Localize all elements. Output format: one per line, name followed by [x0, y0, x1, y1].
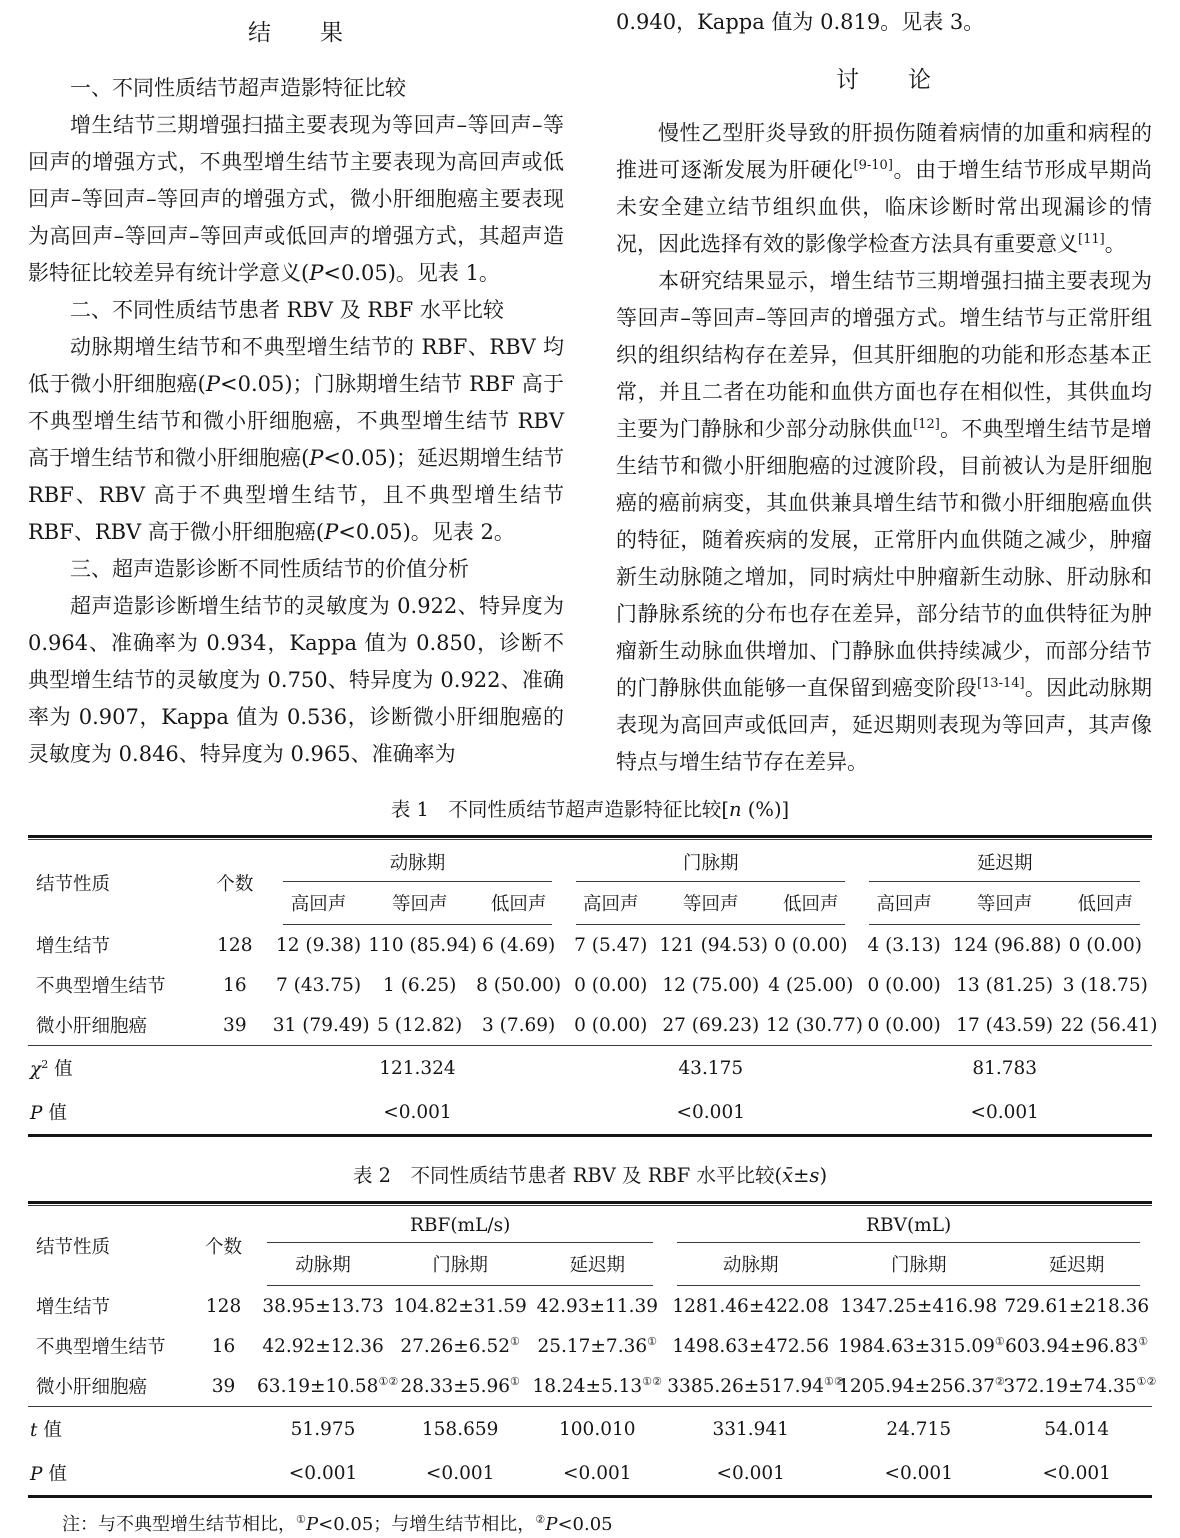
table2-subheader: 延迟期 — [529, 1243, 665, 1286]
cell: 39 — [223, 1014, 247, 1036]
cell: 16 — [211, 1335, 236, 1357]
cell: 43.175 — [564, 1046, 857, 1091]
cell: 100.010 — [529, 1407, 665, 1452]
table1-caption: 表 1 不同性质结节超声造影特征比较[n (%)] — [390, 798, 790, 821]
table1-subheader: 低回声 — [764, 882, 857, 925]
cell: 121.324 — [271, 1046, 564, 1091]
cell: 372.19±74.35①② — [1003, 1374, 1157, 1397]
table1-chi-square-row — [28, 1046, 1152, 1091]
table1-row-atypical — [28, 965, 1152, 1005]
results-subheading-3: 三、超声造影诊断不同性质结节的价值分析 — [70, 557, 469, 581]
table1-subheader: 等回声 — [366, 882, 473, 925]
cell: 3 (7.69) — [481, 1014, 556, 1036]
cell: 42.92±12.36 — [262, 1335, 384, 1357]
cell: 1281.46±422.08 — [672, 1295, 830, 1317]
table1-block — [28, 797, 1158, 1137]
cell: 158.659 — [391, 1407, 529, 1452]
cell: 1 (6.25) — [383, 974, 457, 996]
cell: 1205.94±256.37② — [838, 1374, 1005, 1397]
cell: 0 (0.00) — [574, 1014, 648, 1036]
table2-row-atypical — [28, 1326, 1152, 1366]
table2-group-rbf: RBF(mL/s) — [255, 1206, 665, 1243]
table1-header-nodule: 结节性质 — [36, 873, 111, 895]
cell: 5 (12.82) — [377, 1014, 463, 1036]
row-label: t 值 — [28, 1407, 255, 1452]
cell: 31 (79.49) — [272, 1014, 370, 1036]
discussion-paragraph-2: 本研究结果显示，增生结节三期增强扫描主要表现为等回声–等回声–等回声的增强方式。增生结节与正常肝组织的组织结构存在差异，但其肝细胞的功能和形态基本正常，并且二者在功能和血供方面也存在相似性，其供血均主要为门静脉和少部分动脉供血[12]。不典型增生结节是增生结节和微小肝细胞癌的过渡阶段，目前被认为是肝细胞癌的癌前病变，其血供兼具增生结节和微小肝细胞癌血供的特征，随着疾病的发展，正常肝内血供随之减少，肿瘤新生动脉随之增加，同时病灶中肿瘤新生动脉、肝动脉和门静脉系统的分布也存在差异，部分结节的血供特征为肿瘤新生动脉血供增加、门静脉血供持续减少，而部分结节的门静脉供血能够一直保留到癌变阶段[13-14]。因此动脉期表现为高回声或低回声，延迟期则表现为等回声，其声像特点与增生结节存在差异。 — [616, 269, 1153, 774]
cell: 12 (9.38) — [276, 934, 362, 956]
table2-subheader: 动脉期 — [255, 1243, 391, 1286]
table1-header-count: 个数 — [216, 873, 254, 895]
row-label: P 值 — [30, 1103, 67, 1124]
cell: 25.17±7.36① — [537, 1334, 658, 1357]
cell: 0 (0.00) — [1068, 934, 1142, 956]
cell: 128 — [217, 934, 253, 956]
table2-subheader: 动脉期 — [665, 1243, 836, 1286]
table1-group-delayed: 延迟期 — [857, 840, 1152, 882]
cell: 1498.63±472.56 — [672, 1335, 830, 1357]
table2-group-header-row — [28, 1206, 1152, 1243]
table1-subheader: 低回声 — [1059, 882, 1152, 925]
table2-t-value-row — [28, 1407, 1152, 1452]
cell: 24.715 — [836, 1407, 1001, 1452]
cell: <0.001 — [563, 1462, 632, 1484]
results-subheading-2: 二、不同性质结节患者 RBV 及 RBF 水平比较 — [70, 298, 504, 322]
results-paragraph-3: 超声造影诊断增生结节的灵敏度为 0.922、特异度为 0.964、准确率为 0.934，Kappa 值为 0.850，诊断不典型增生结节的灵敏度为 0.750、特异度为 0.922、准确率为 0.907，Kappa 值为 0.536，诊断微小肝细胞癌的灵敏度为 0.846、特异度为 0.965、准确率为 — [28, 594, 564, 766]
cell: 27 (69.23) — [662, 1014, 760, 1036]
cell: 729.61±218.36 — [1004, 1295, 1150, 1317]
cell: 128 — [205, 1295, 242, 1317]
cell: <0.001 — [425, 1462, 495, 1484]
table1-group-portal: 门脉期 — [564, 840, 857, 882]
row-label: 不典型增生结节 — [36, 1337, 166, 1358]
cell: 110 (85.94) — [368, 934, 477, 956]
table1-subheader: 等回声 — [951, 882, 1059, 925]
cell: <0.001 — [1042, 1462, 1111, 1484]
cell: 51.975 — [255, 1407, 391, 1452]
table1-group-header-row — [28, 840, 1152, 882]
discussion-heading: 讨 论 — [836, 67, 932, 93]
cell: 0 (0.00) — [574, 974, 648, 996]
cell: 0 (0.00) — [774, 934, 848, 956]
table2-block — [28, 1163, 1157, 1538]
cell: 12 (75.00) — [662, 974, 760, 996]
cell: 42.93±11.39 — [536, 1295, 658, 1317]
cell: 38.95±13.73 — [262, 1295, 384, 1317]
results-subheading-1: 一、不同性质结节超声造影特征比较 — [70, 76, 406, 100]
cell: 1347.25±416.98 — [840, 1295, 998, 1317]
cell: 124 (96.88) — [952, 934, 1062, 956]
cell: 603.94±96.83① — [1005, 1334, 1149, 1357]
row-label: 增生结节 — [36, 1297, 111, 1318]
table1-subheader: 等回声 — [657, 882, 764, 925]
results-paragraph-1: 增生结节三期增强扫描主要表现为等回声–等回声–等回声的增强方式，不典型增生结节主要表现为高回声或低回声–等回声–等回声的增强方式，微小肝细胞癌主要表现为高回声–等回声–等回声或低回声的增强方式，其超声造影特征比较差异有统计学意义(P<0.05)。见表 1。 — [28, 113, 564, 285]
cell: 13 (81.25) — [956, 974, 1054, 996]
table2-group-rbv: RBV(mL) — [665, 1206, 1152, 1243]
cell: <0.001 — [383, 1101, 452, 1123]
cell: 8 (50.00) — [476, 974, 562, 996]
cell: 4 (3.13) — [867, 934, 941, 956]
table2-footnote: 注：与不典型增生结节相比，①P<0.05；与增生结节相比，②P<0.05 — [62, 1513, 613, 1535]
results-heading: 结 果 — [248, 20, 344, 46]
row-label: 增生结节 — [36, 936, 111, 957]
table2-subheader: 延迟期 — [1001, 1243, 1152, 1286]
cell: 81.783 — [857, 1046, 1152, 1091]
row-label: $\chi^2$ 值 — [28, 1046, 271, 1091]
row-label: 微小肝细胞癌 — [36, 1016, 148, 1037]
cell: 39 — [211, 1375, 236, 1397]
cell: 3 (18.75) — [1062, 974, 1148, 996]
cell: <0.001 — [716, 1462, 785, 1484]
table2-row-hyperplastic — [28, 1286, 1152, 1326]
table1-subheader: 高回声 — [857, 882, 950, 925]
results-paragraph-3-continued: 0.940，Kappa 值为 0.819。见表 3。 — [616, 10, 985, 34]
cell: 4 (25.00) — [768, 974, 854, 996]
cell: 104.82±31.59 — [393, 1295, 527, 1317]
table1-subheader: 低回声 — [473, 882, 564, 925]
article-columns — [28, 4, 1152, 781]
discussion-column — [616, 4, 1152, 781]
cell: <0.001 — [676, 1101, 745, 1123]
row-label: 不典型增生结节 — [36, 976, 166, 997]
cell: 7 (43.75) — [276, 974, 362, 996]
cell: 18.24±5.13①② — [532, 1374, 663, 1397]
cell: <0.001 — [970, 1101, 1039, 1123]
cell: 16 — [223, 974, 247, 996]
cell: <0.001 — [884, 1462, 953, 1484]
table1-row-hyperplastic — [28, 925, 1152, 965]
row-label: P 值 — [30, 1464, 67, 1485]
table1 — [28, 840, 1158, 1137]
cell: 0 (0.00) — [867, 1014, 941, 1036]
cell: 7 (5.47) — [574, 934, 648, 956]
table2-subheader: 门脉期 — [836, 1243, 1001, 1286]
cell: 54.014 — [1001, 1407, 1152, 1452]
table1-p-value-row — [28, 1090, 1152, 1136]
cell: 331.941 — [665, 1407, 836, 1452]
results-paragraph-2: 动脉期增生结节和不典型增生结节的 RBF、RBV 均低于微小肝细胞癌(P<0.05)；门脉期增生结节 RBF 高于不典型增生结节和微小肝细胞癌，不典型增生结节 RBV 高于增生结节和微小肝细胞癌(P<0.05)；延迟期增生结节 RBF、RBV 高于不典型增生结节，且不典型增生结节 RBF、RBV 高于微小肝细胞癌(P<0.05)。见表 2。 — [28, 335, 564, 544]
cell: 3385.26±517.94①② — [667, 1374, 844, 1397]
table2-p-value-row — [28, 1451, 1152, 1497]
table1-group-arterial: 动脉期 — [271, 840, 564, 882]
table1-subheader: 高回声 — [271, 882, 367, 925]
cell: 17 (43.59) — [956, 1014, 1054, 1036]
cell: 22 (56.41) — [1060, 1014, 1158, 1036]
row-label: 微小肝细胞癌 — [36, 1377, 148, 1398]
cell: 63.19±10.58①② — [257, 1374, 399, 1397]
table2-header-nodule: 结节性质 — [36, 1237, 111, 1258]
cell: 1984.63±315.09① — [838, 1334, 1005, 1357]
cell: 28.33±5.96① — [400, 1374, 520, 1397]
table2-row-hcc — [28, 1366, 1152, 1407]
table2 — [28, 1206, 1157, 1498]
cell: 12 (30.77) — [766, 1014, 863, 1036]
table1-subheader: 高回声 — [564, 882, 657, 925]
cell: 121 (94.53) — [659, 934, 768, 956]
table2-caption: 表 2 不同性质结节患者 RBV 及 RBF 水平比较(x̄±s) — [352, 1164, 828, 1187]
table2-header-count: 个数 — [205, 1237, 243, 1258]
discussion-paragraph-1: 慢性乙型肝炎导致的肝损伤随着病情的加重和病程的推进可逐渐发展为肝硬化[9-10]。由于增生结节形成早期尚未安全建立结节组织血供，临床诊断时常出现漏诊的情况，因此选择有效的影像学检查方法具有重要意义[11]。 — [616, 121, 1153, 256]
table1-row-hcc — [28, 1005, 1152, 1046]
results-column — [28, 4, 564, 781]
cell: 0 (0.00) — [867, 974, 941, 996]
cell: 6 (4.69) — [481, 934, 556, 956]
cell: 27.26±6.52① — [400, 1334, 520, 1357]
table2-subheader: 门脉期 — [391, 1243, 529, 1286]
cell: <0.001 — [288, 1462, 358, 1484]
